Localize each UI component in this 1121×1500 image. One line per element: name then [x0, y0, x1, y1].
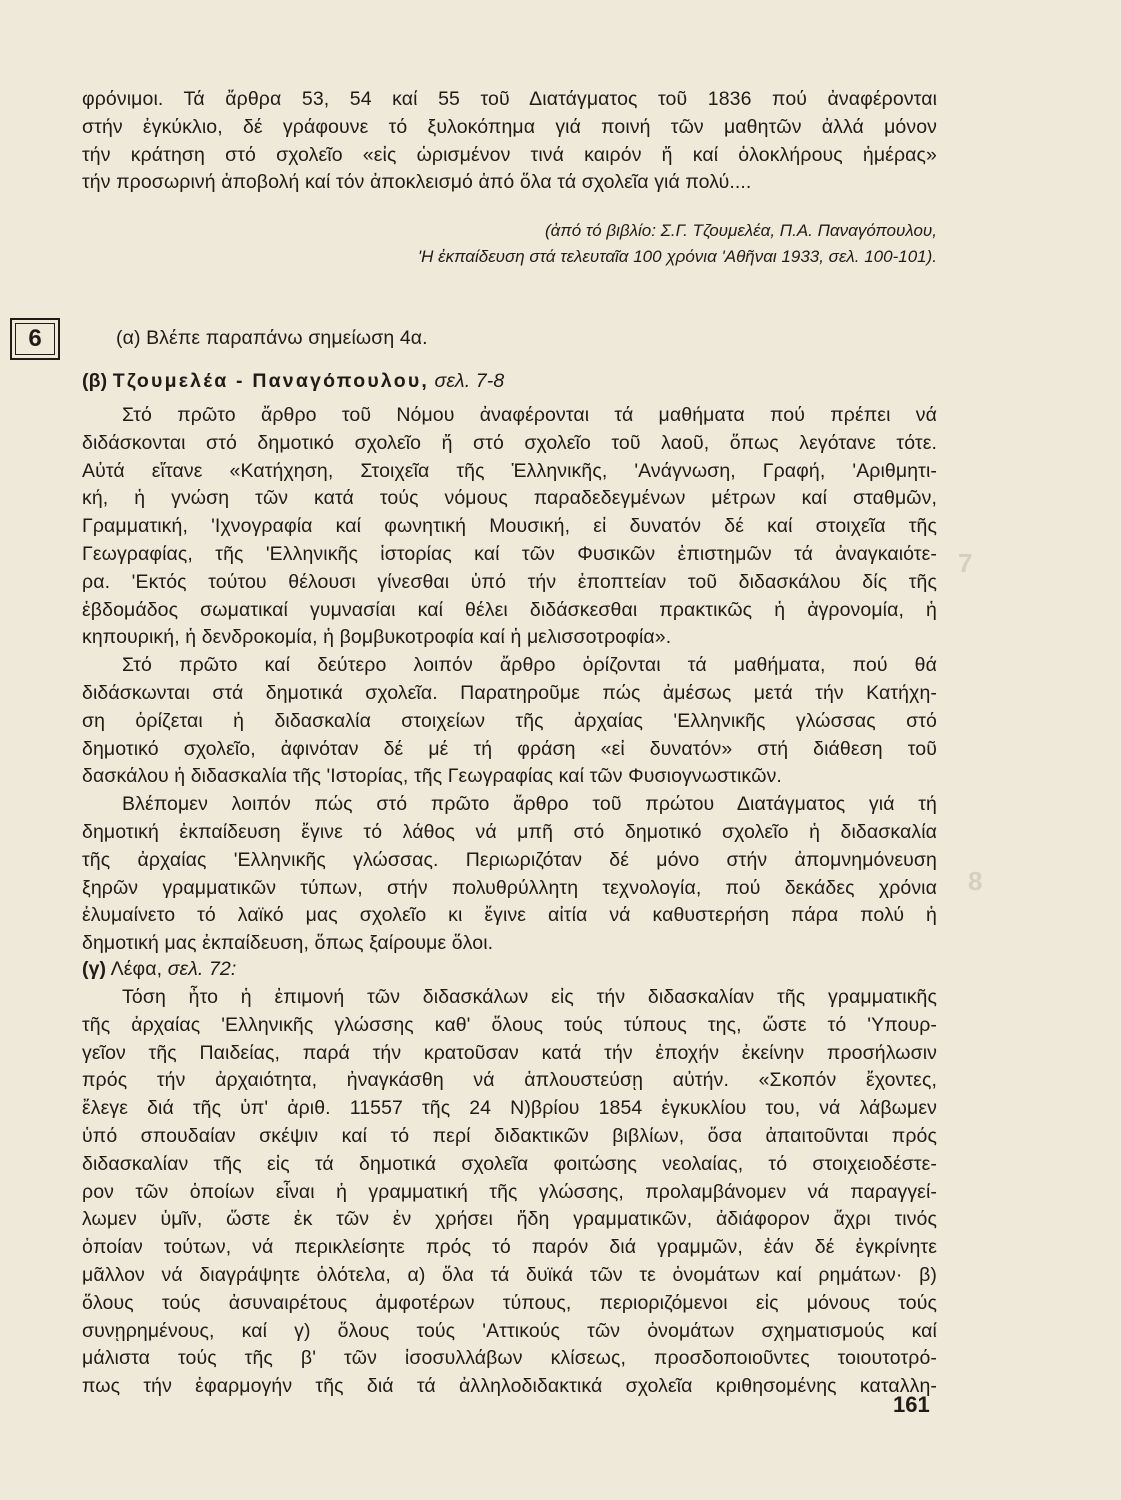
text-line: ση ὁρίζεται ἡ διδασκαλία στοιχείων τῆς ἀρχαίας 'Ελληνικῆς γλώσσας στό	[82, 709, 937, 732]
text-line: ὅλους τούς ἀσυναιρέτους ἀμφοτέρων τύπους, περιοριζόμενοι εἰς μόνους τούς	[82, 1291, 937, 1314]
item-author: Λέφα,	[110, 958, 163, 980]
item-pages: σελ. 72:	[167, 958, 237, 980]
text-line: λωμεν ὑμῖν, ὥστε ἐκ τῶν ἐν χρήσει ἤδη γραμματικῶν, ἀδιάφορον ἄχρι τινός	[82, 1208, 937, 1231]
text-line: Γραμματική, 'Ιχνογραφία καί φωνητική Μουσική, εἰ δυνατόν δέ καί στοιχεῖα τῆς	[82, 515, 937, 538]
page-number: 161	[893, 1392, 930, 1417]
text-line: μάλιστα τούς τῆς β' τῶν ἰσοσυλλάβων κλίσεως, προσδοποιοῦντες τοιουτοτρό-	[82, 1347, 937, 1370]
text-line: διδάσκωνται στά δημοτικά σχολεῖα. Παρατηροῦμε πώς ἀμέσως μετά τήν Κατήχη-	[82, 681, 937, 704]
text-line: τῆς ἀρχαίας 'Ελληνικῆς γλώσσης καθ' ὅλους τούς τύπους της, ὥστε τό 'Υπουρ-	[82, 1013, 937, 1036]
text-line: ἑβδομάδος σωματικαί γυμνασίαι καί θέλει διδάσκεσθαι πρακτικῶς ἡ ἀγρονομία, ἡ	[82, 598, 937, 621]
text-line: πρός τήν ἀρχαιότητα, ἠναγκάσθη νά ἁπλουστεύσῃ αὐτήν. «Σκοπόν ἔχοντες,	[82, 1069, 937, 1092]
text-line: δημοτική ἐκπαίδευση ἔγινε τό λάθος νά μπῆ στό δημοτικό σχολεῖο ἡ διδασκαλία	[82, 820, 937, 843]
item-pages: σελ. 7-8	[434, 370, 505, 392]
text-line: ξηρῶν γραμματικῶν τύπων, στήν πολυθρύλλητη τεχνολογία, πού δεκάδες χρόνια	[82, 876, 937, 899]
text-line: δασκάλου ἡ διδασκαλία τῆς 'Ιστορίας, τῆς Γεωγραφίας καί τῶν Φυσιογνωστικῶν.	[82, 765, 782, 788]
text-line: κηπουρική, ἡ δενδροκομία, ἡ βομβυκοτροφία καί ἡ μελισσοτροφία».	[82, 626, 672, 649]
text-line: Αὐτά εἴτανε «Κατήχηση, Στοιχεῖα τῆς Ἑλληνικῆς, 'Ανάγνωση, Γραφή, 'Αριθμητι-	[82, 459, 937, 482]
text-line: τήν προσωρινή ἀποβολή καί τόν ἀποκλεισμό ἀπό ὅλα τά σχολεῖα γιά πολύ....	[82, 171, 752, 194]
item-c-heading	[82, 956, 937, 984]
text-line: Στό πρῶτο ἄρθρο τοῦ Νόμου ἀναφέρονται τά μαθήματα πού πρέπει νά	[122, 404, 937, 426]
text-line: Τόση ἦτο ἡ ἐπιμονή τῶν διδασκάλων εἰς τήν διδασκαλίαν τῆς γραμματικῆς	[122, 986, 937, 1008]
text-line: ὁποίαν τούτων, νά περικλείσητε πρός τό παρόν διά γραμμῶν, ἐάν δέ ἐγκρίνητε	[82, 1236, 937, 1259]
text-line: ρα. 'Εκτός τούτου θέλουσι γίνεσθαι ὑπό τήν ἐποπτείαν τοῦ διδασκάλου δίς τῆς	[82, 570, 937, 593]
text-line: φρόνιμοι. Τά ἄρθρα 53, 54 καί 55 τοῦ Διατάγματος τοῦ 1836 πού ἀναφέρονται	[82, 88, 937, 110]
text-line: διδάσκονται στό δημοτικό σχολεῖο ἤ στό σχολεῖο τοῦ λαοῦ, ὅπως λεγότανε τότε.	[82, 431, 937, 454]
item-a	[116, 325, 937, 353]
text-line: τῆς ἀρχαίας 'Ελληνικῆς γλώσσας. Περιωριζόταν δέ μόνο στήν ἀπομνημόνευση	[82, 848, 937, 871]
text-line: Βλέπομεν λοιπόν πώς στό πρῶτο ἄρθρο τοῦ πρώτου Διατάγματος γιά τή	[122, 793, 937, 816]
citation	[82, 218, 937, 270]
text-line: κή, ἡ γνώση τῶν κατά τούς νόμους παραδεδεγμένων μέτρων καί σταθμῶν,	[82, 487, 937, 510]
text-line: τήν κράτηση στό σχολεῖο «εἰς ὡρισμένον τινά καιρόν ἤ καί ὁλοκλήρους ἡμέρας»	[82, 143, 937, 166]
text-line: διδασκαλίαν τῆς εἰς τά δημοτικά σχολεῖα φοιτώσης νεολαίας, τό στοιχειοδέστε-	[82, 1152, 937, 1175]
text-line: στήν ἐγκύκλιο, δέ γράφουνε τό ξυλοκόπημα γιά ποινή τῶν μαθητῶν ἀλλά μόνον	[82, 115, 937, 138]
item-b-heading	[82, 368, 937, 396]
section-number: 6	[28, 325, 42, 352]
body-paragraphs-b	[82, 402, 937, 958]
citation-line: 'Η ἐκπαίδευση στά τελευταῖα 100 χρόνια 'Αθῆναι 1933, σελ. 100-101).	[417, 247, 937, 266]
text-line: δημοτική μας ἐκπαίδευση, ὅπως ξαίρουμε ὅλοι.	[82, 932, 494, 955]
text-line: Στό πρῶτο καί δεύτερο λοιπόν ἄρθρο ὁρίζονται τά μαθήματα, πού θά	[122, 654, 937, 677]
text-line: ὑπό σπουδαίαν σκέψιν καί τό περί διδακτικῶν βιβλίων, ὅσα ἀπαιτοῦνται πρός	[82, 1124, 937, 1147]
item-marker: (γ)	[82, 958, 107, 980]
text-line: γεῖον τῆς Παιδείας, παρά τήν κρατοῦσαν κατά τήν ἐποχήν ἐκείνην προσήλωσιν	[82, 1041, 937, 1064]
bleed-through-mark: 7	[958, 548, 973, 578]
text-line: Γεωγραφίας, τῆς 'Ελληνικῆς ἱστορίας καί τῶν Φυσικῶν ἐπιστημῶν τά ἀναγκαιότε-	[82, 542, 937, 565]
text-line: συνῃρημένους, καί γ) ὅλους τούς 'Αττικούς τῶν ὀνομάτων σχηματισμούς καί	[82, 1319, 937, 1342]
section-number-badge	[10, 318, 60, 360]
item-authors: Τζουμελέα - Παναγόπουλου,	[112, 370, 429, 392]
text-line: ρον τῶν ὁποίων εἶναι ἡ γραμματική τῆς γλώσσης, προλαμβάνομεν νά παραγγεί-	[82, 1180, 937, 1203]
text-line: πως τήν ἐφαρμογήν τῆς διά τά ἀλληλοδιδακτικά σχολεῖα κριθησομένης καταλλη-	[82, 1375, 937, 1398]
citation-line: (ἀπό τό βιβλίο: Σ.Γ. Τζουμελέα, Π.Α. Παναγόπουλου,	[544, 221, 937, 240]
body-paragraph-c	[82, 984, 937, 1401]
text-line: μᾶλλον νά διαγράψητε ὁλότελα, α) ὅλα τά δυϊκά τῶν τε ὀνομάτων καί ρημάτων· β)	[82, 1263, 937, 1286]
quote-paragraph	[82, 86, 937, 197]
text-line: ἐλυμαίνετο τό λαϊκό μας σχολεῖο κι ἔγινε αἰτία νά καθυστερήση πάρα πολύ ἡ	[82, 904, 937, 927]
bleed-through-mark: 8	[968, 866, 983, 896]
item-marker: (β)	[82, 370, 108, 392]
text-line: δημοτικό σχολεῖο, ἀφινόταν δέ μέ τή φράση «εἰ δυνατόν» στή διάθεση τοῦ	[82, 737, 937, 760]
text-line: ἔλεγε διά τῆς ὑπ' ἀριθ. 11557 τῆς 24 Ν)βρίου 1854 ἐγκυκλίου του, νά λάβωμεν	[82, 1097, 937, 1120]
item-a-text: (α) Βλέπε παραπάνω σημείωση 4α.	[116, 327, 428, 349]
